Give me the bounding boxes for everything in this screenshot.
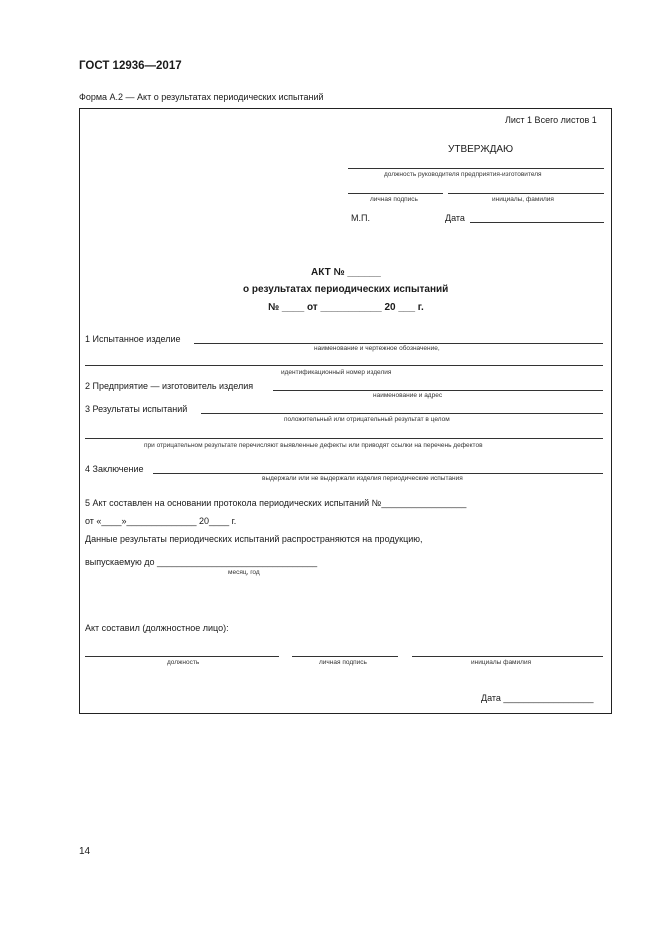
approve-title: УТВЕРЖДАЮ — [448, 144, 514, 155]
item-hint-2: идентификационный номер изделия — [281, 369, 392, 376]
document-standard-header: ГОСТ 12936—2017 — [79, 60, 182, 72]
maker-hint: наименование и адрес — [373, 392, 443, 399]
sheet-info: Лист 1 Всего листов 1 — [505, 115, 597, 125]
sign-name-line[interactable] — [412, 656, 603, 657]
item-hint: наименование и чертежное обозначение, — [314, 345, 440, 352]
act-subtitle: о результатах периодических испытаний — [243, 284, 449, 295]
item-label: 1 Испытанное изделие — [85, 334, 181, 344]
conclusion-label: 4 Заключение — [85, 464, 144, 474]
page-number: 14 — [79, 846, 91, 857]
item-line[interactable] — [194, 343, 603, 344]
results-hint: положительный или отрицательный результат в целом — [284, 416, 450, 423]
sign-position-hint: должность — [167, 659, 200, 666]
approve-position-line[interactable] — [348, 168, 604, 169]
results-hint-2: при отрицательном результате перечисляют выявленные дефекты или приводят ссылки на перечень дефектов — [144, 442, 483, 449]
act-title: АКТ № ______ — [311, 267, 381, 278]
approve-position-hint: должность руководителя предприятия-изготовителя — [384, 171, 542, 178]
act-number-line: № ____ от ___________ 20 ___ г. — [268, 302, 424, 313]
conclusion-hint: выдержали или не выдержали изделия периодические испытания — [262, 475, 463, 482]
approve-date-label: Дата — [445, 213, 465, 223]
maker-line[interactable] — [273, 390, 603, 391]
produced-label: выпускаемую до ________________________________ — [85, 557, 318, 567]
sign-position-line[interactable] — [85, 656, 279, 657]
approve-date-line[interactable] — [470, 222, 604, 223]
compiled-label: Акт составил (должностное лицо): — [85, 623, 229, 633]
approve-seal: М.П. — [351, 213, 370, 223]
item-line-2[interactable] — [85, 365, 603, 366]
basis-date: от «____»______________ 20____ г. — [85, 516, 237, 526]
form-caption: Форма А.2 — Акт о результатах периодических испытаний — [79, 92, 324, 102]
approve-name-line[interactable] — [448, 193, 604, 194]
final-date: Дата __________________ — [481, 693, 594, 703]
maker-label: 2 Предприятие — изготовитель изделия — [85, 381, 254, 391]
extend-text: Данные результаты периодических испытаний распространяются на продукцию, — [85, 534, 423, 544]
conclusion-line[interactable] — [153, 473, 603, 474]
approve-name-hint: инициалы, фамилия — [492, 196, 554, 203]
sign-signature-hint: личная подпись — [319, 659, 367, 666]
results-line[interactable] — [201, 413, 603, 414]
approve-signature-hint: личная подпись — [370, 196, 418, 203]
produced-hint: месяц, год — [228, 569, 260, 576]
sign-signature-line[interactable] — [292, 656, 398, 657]
approve-signature-line[interactable] — [348, 193, 443, 194]
results-label: 3 Результаты испытаний — [85, 404, 188, 414]
basis-label: 5 Акт составлен на основании протокола периодических испытаний №_________________ — [85, 498, 467, 508]
sign-name-hint: инициалы фамилия — [471, 659, 532, 666]
results-line-2[interactable] — [85, 438, 603, 439]
